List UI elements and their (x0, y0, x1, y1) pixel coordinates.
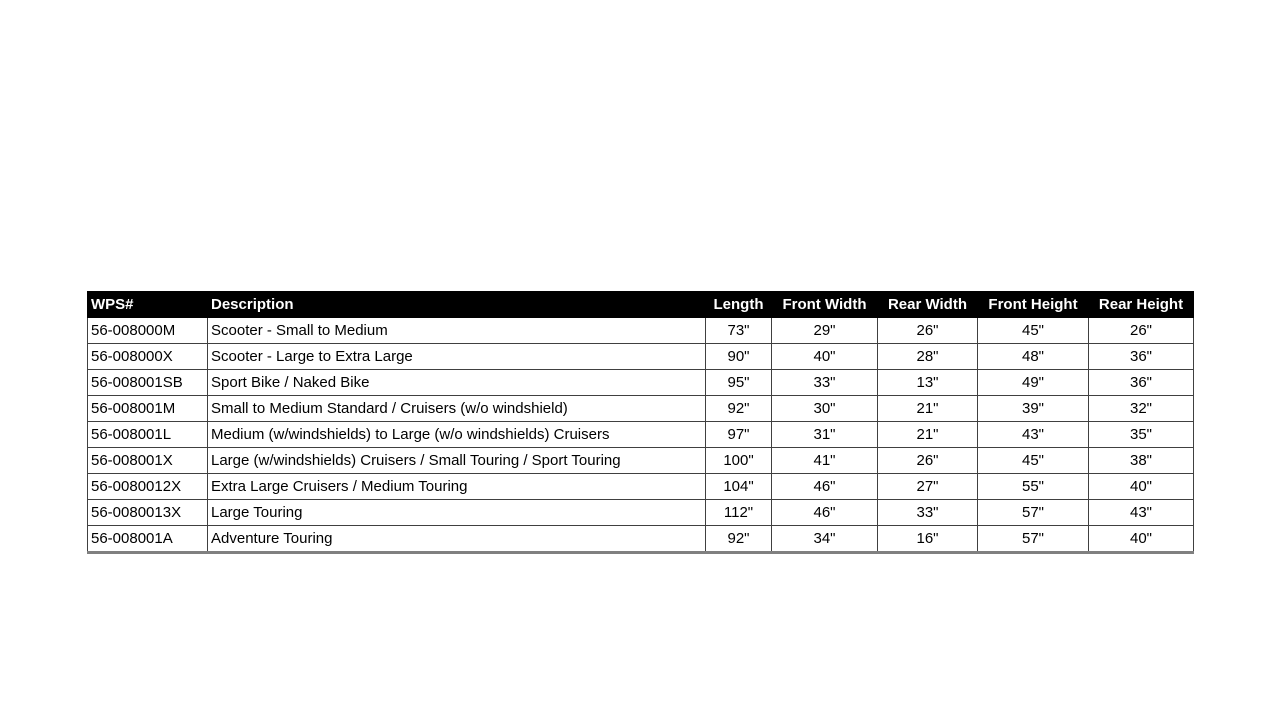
table-cell: 56-008001X (88, 448, 208, 474)
table-cell: 26" (1089, 318, 1194, 344)
table-cell: 29" (772, 318, 878, 344)
table-cell: 97" (706, 422, 772, 448)
column-header-wps: WPS# (88, 292, 208, 318)
table-cell: 33" (772, 370, 878, 396)
table-cell: 49" (978, 370, 1089, 396)
table-cell: Medium (w/windshields) to Large (w/o windshields) Cruisers (208, 422, 706, 448)
table-cell: 46" (772, 474, 878, 500)
table-cell: 43" (978, 422, 1089, 448)
table-cell: 90" (706, 344, 772, 370)
column-header-description: Description (208, 292, 706, 318)
table-cell: 28" (878, 344, 978, 370)
table-cell: 26" (878, 318, 978, 344)
column-header-length: Length (706, 292, 772, 318)
table-row (88, 318, 1194, 344)
table-cell: 34" (772, 526, 878, 553)
table-cell: 92" (706, 396, 772, 422)
table-cell: 43" (1089, 500, 1194, 526)
table-cell: 41" (772, 448, 878, 474)
column-header-rear-width: Rear Width (878, 292, 978, 318)
table-cell: 33" (878, 500, 978, 526)
table-cell: 45" (978, 318, 1089, 344)
table-cell: Large Touring (208, 500, 706, 526)
table-cell: 21" (878, 396, 978, 422)
table-cell: 32" (1089, 396, 1194, 422)
table-row (88, 526, 1194, 553)
table-cell: 56-008000X (88, 344, 208, 370)
table-cell: 55" (978, 474, 1089, 500)
table-cell: 39" (978, 396, 1089, 422)
table-cell: 31" (772, 422, 878, 448)
table-cell: Extra Large Cruisers / Medium Touring (208, 474, 706, 500)
table-cell: 48" (978, 344, 1089, 370)
table-cell: 56-008001SB (88, 370, 208, 396)
table-cell: 13" (878, 370, 978, 396)
table-cell: 27" (878, 474, 978, 500)
table-cell: 45" (978, 448, 1089, 474)
table-cell: 36" (1089, 370, 1194, 396)
table-cell: Scooter - Large to Extra Large (208, 344, 706, 370)
table-cell: 26" (878, 448, 978, 474)
size-chart-table (87, 291, 1194, 554)
column-header-front-height: Front Height (978, 292, 1089, 318)
table-cell: 56-0080012X (88, 474, 208, 500)
table-row (88, 344, 1194, 370)
table-cell: 56-008000M (88, 318, 208, 344)
column-header-rear-height: Rear Height (1089, 292, 1194, 318)
table-cell: 56-0080013X (88, 500, 208, 526)
table-row (88, 448, 1194, 474)
size-chart-body (88, 318, 1194, 553)
table-cell: 36" (1089, 344, 1194, 370)
table-cell: 100" (706, 448, 772, 474)
header-row (88, 292, 1194, 318)
table-cell: 40" (1089, 526, 1194, 553)
table-cell: 112" (706, 500, 772, 526)
table-cell: 40" (1089, 474, 1194, 500)
table-row (88, 370, 1194, 396)
table-cell: 21" (878, 422, 978, 448)
table-cell: Small to Medium Standard / Cruisers (w/o windshield) (208, 396, 706, 422)
table-cell: 30" (772, 396, 878, 422)
table-row (88, 396, 1194, 422)
table-cell: Scooter - Small to Medium (208, 318, 706, 344)
table-cell: 92" (706, 526, 772, 553)
column-header-front-width: Front Width (772, 292, 878, 318)
table-cell: 57" (978, 526, 1089, 553)
table-cell: 38" (1089, 448, 1194, 474)
table-cell: Large (w/windshields) Cruisers / Small Touring / Sport Touring (208, 448, 706, 474)
table-cell: 46" (772, 500, 878, 526)
table-cell: 57" (978, 500, 1089, 526)
table-cell: 35" (1089, 422, 1194, 448)
table-cell: 56-008001M (88, 396, 208, 422)
size-chart-header (88, 292, 1194, 318)
table-row (88, 474, 1194, 500)
table-cell: 104" (706, 474, 772, 500)
table-cell: Sport Bike / Naked Bike (208, 370, 706, 396)
table-cell: 56-008001A (88, 526, 208, 553)
table-cell: 73" (706, 318, 772, 344)
table-row (88, 500, 1194, 526)
table-cell: Adventure Touring (208, 526, 706, 553)
table-cell: 56-008001L (88, 422, 208, 448)
table-cell: 95" (706, 370, 772, 396)
table-row (88, 422, 1194, 448)
table-cell: 40" (772, 344, 878, 370)
table-cell: 16" (878, 526, 978, 553)
